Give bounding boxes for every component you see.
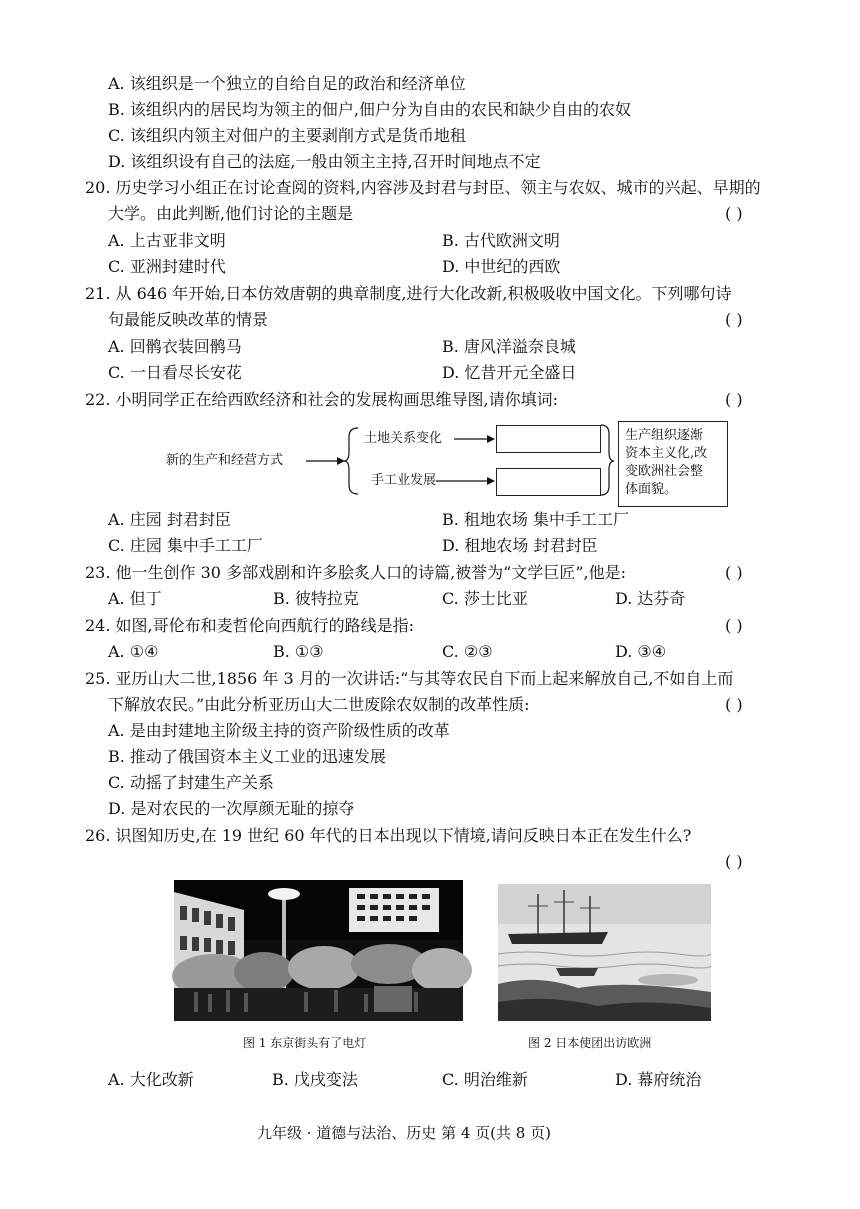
q25-option-b: B. 推动了俄国资本主义工业的迅速发展 bbox=[108, 747, 386, 766]
q21-stem-line2: 句最能反映改革的情景 bbox=[108, 310, 269, 329]
q25-stem-line2: 下解放农民。”由此分析亚历山大二世废除农奴制的改革性质: bbox=[108, 695, 530, 714]
q23-option-c: C. 莎士比亚 bbox=[442, 589, 528, 608]
q22-option-a: A. 庄园 封君封臣 bbox=[108, 510, 231, 529]
q22-stem-line1: 22. 小明同学正在给西欧经济和社会的发展构画思维导图,请你填词: bbox=[85, 390, 559, 409]
q23-option-a: A. 但丁 bbox=[108, 589, 162, 608]
figure-1-caption: 图 1 东京街头有了电灯 bbox=[243, 1036, 367, 1050]
q20-stem-line2: 大学。由此判断,他们讨论的主题是 bbox=[108, 204, 354, 223]
q23-stem-line1: 23. 他一生创作 30 多部戏剧和许多脍炙人口的诗篇,被誉为“文学巨匠”,他是: bbox=[85, 563, 626, 582]
q26-answer-paren: ( ) bbox=[725, 852, 743, 871]
mind-map-branch-handicraft: 手工业发展 bbox=[371, 473, 437, 488]
q22-option-c: C. 庄园 集中手工工厂 bbox=[108, 536, 263, 555]
q23-option-b: B. 彼特拉克 bbox=[273, 589, 359, 608]
mind-map-blank-box-2 bbox=[496, 468, 601, 496]
q22-option-b: B. 租地农场 集中手工工厂 bbox=[442, 510, 630, 529]
q26-option-b: B. 戊戌变法 bbox=[272, 1070, 358, 1089]
q24-option-a: A. ①④ bbox=[108, 642, 159, 661]
q20-option-c: C. 亚洲封建时代 bbox=[108, 257, 226, 276]
q21-stem-line1: 21. 从 646 年开始,日本仿效唐朝的典章制度,进行大化改新,积极吸收中国文化。下列哪句诗 bbox=[85, 284, 732, 303]
mind-map-result-line-2: 资本主义化,改 bbox=[625, 446, 708, 461]
mind-map-blank-box-1 bbox=[496, 425, 601, 453]
q25-stem-line1: 25. 亚历山大二世,1856 年 3 月的一次讲话:“与其等农民自下而上起来解放自己,不如自上而 bbox=[85, 669, 734, 688]
q21-option-a: A. 回鹘衣装回鹘马 bbox=[108, 337, 242, 356]
q19-option-a: A. 该组织是一个独立的自给自足的政治和经济单位 bbox=[108, 74, 466, 93]
mind-map-result-line-1: 生产组织逐渐 bbox=[625, 428, 704, 443]
q25-option-c: C. 动摇了封建生产关系 bbox=[108, 773, 274, 792]
q24-option-b: B. ①③ bbox=[273, 642, 324, 661]
mind-map-result-line-4: 体面貌。 bbox=[625, 482, 678, 497]
q20-answer-paren: ( ) bbox=[725, 204, 743, 223]
q26-option-a: A. 大化改新 bbox=[108, 1070, 194, 1089]
q19-option-b: B. 该组织内的居民均为领主的佃户,佃户分为自由的农民和缺少自由的农奴 bbox=[108, 100, 632, 119]
figure-japanese-mission-ship-photo bbox=[498, 884, 711, 1021]
q22-answer-paren: ( ) bbox=[725, 390, 743, 409]
q20-stem-line1: 20. 历史学习小组正在讨论查阅的资料,内容涉及封君与封臣、领主与农奴、城市的兴起、早期的 bbox=[85, 178, 761, 197]
q24-answer-paren: ( ) bbox=[725, 616, 743, 635]
q20-option-d: D. 中世纪的西欧 bbox=[442, 257, 561, 276]
mind-map-result-line-3: 变欧洲社会整 bbox=[625, 464, 704, 479]
q23-option-d: D. 达芬奇 bbox=[615, 589, 686, 608]
mind-map-root-label: 新的生产和经营方式 bbox=[166, 453, 284, 468]
q25-answer-paren: ( ) bbox=[725, 695, 743, 714]
q20-option-b: B. 古代欧洲文明 bbox=[442, 231, 560, 250]
figure-tokyo-street-photo bbox=[174, 880, 463, 1021]
mind-map-branch-land: 土地关系变化 bbox=[364, 431, 443, 446]
q25-option-a: A. 是由封建地主阶级主持的资产阶级性质的改革 bbox=[108, 721, 450, 740]
q22-option-d: D. 租地农场 封君封臣 bbox=[442, 536, 598, 555]
q21-option-b: B. 唐风洋溢奈良城 bbox=[442, 337, 576, 356]
q19-option-d: D. 该组织设有自己的法庭,一般由领主主持,召开时间地点不定 bbox=[108, 152, 541, 171]
q23-answer-paren: ( ) bbox=[725, 563, 743, 582]
q24-option-d: D. ③④ bbox=[615, 642, 667, 661]
q26-option-d: D. 幕府统治 bbox=[615, 1070, 702, 1089]
q24-stem-line1: 24. 如图,哥伦布和麦哲伦向西航行的路线是指: bbox=[85, 616, 415, 635]
q26-option-c: C. 明治维新 bbox=[442, 1070, 528, 1089]
q21-option-d: D. 忆昔开元全盛日 bbox=[442, 363, 577, 382]
q24-option-c: C. ②③ bbox=[442, 642, 493, 661]
q26-stem-line1: 26. 识图知历史,在 19 世纪 60 年代的日本出现以下情境,请问反映日本正在发生什么? bbox=[85, 826, 692, 845]
q21-option-c: C. 一日看尽长安花 bbox=[108, 363, 242, 382]
figure-2-caption: 图 2 日本使团出访欧洲 bbox=[528, 1036, 652, 1050]
q20-option-a: A. 上古亚非文明 bbox=[108, 231, 226, 250]
mind-map-result-box bbox=[618, 421, 728, 507]
page-footer: 九年级 · 道德与法治、历史 第 4 页(共 8 页) bbox=[257, 1124, 551, 1142]
q25-option-d: D. 是对农民的一次厚颜无耻的掠夺 bbox=[108, 799, 355, 818]
q21-answer-paren: ( ) bbox=[725, 310, 743, 329]
q19-option-c: C. 该组织内领主对佃户的主要剥削方式是货币地租 bbox=[108, 126, 466, 145]
